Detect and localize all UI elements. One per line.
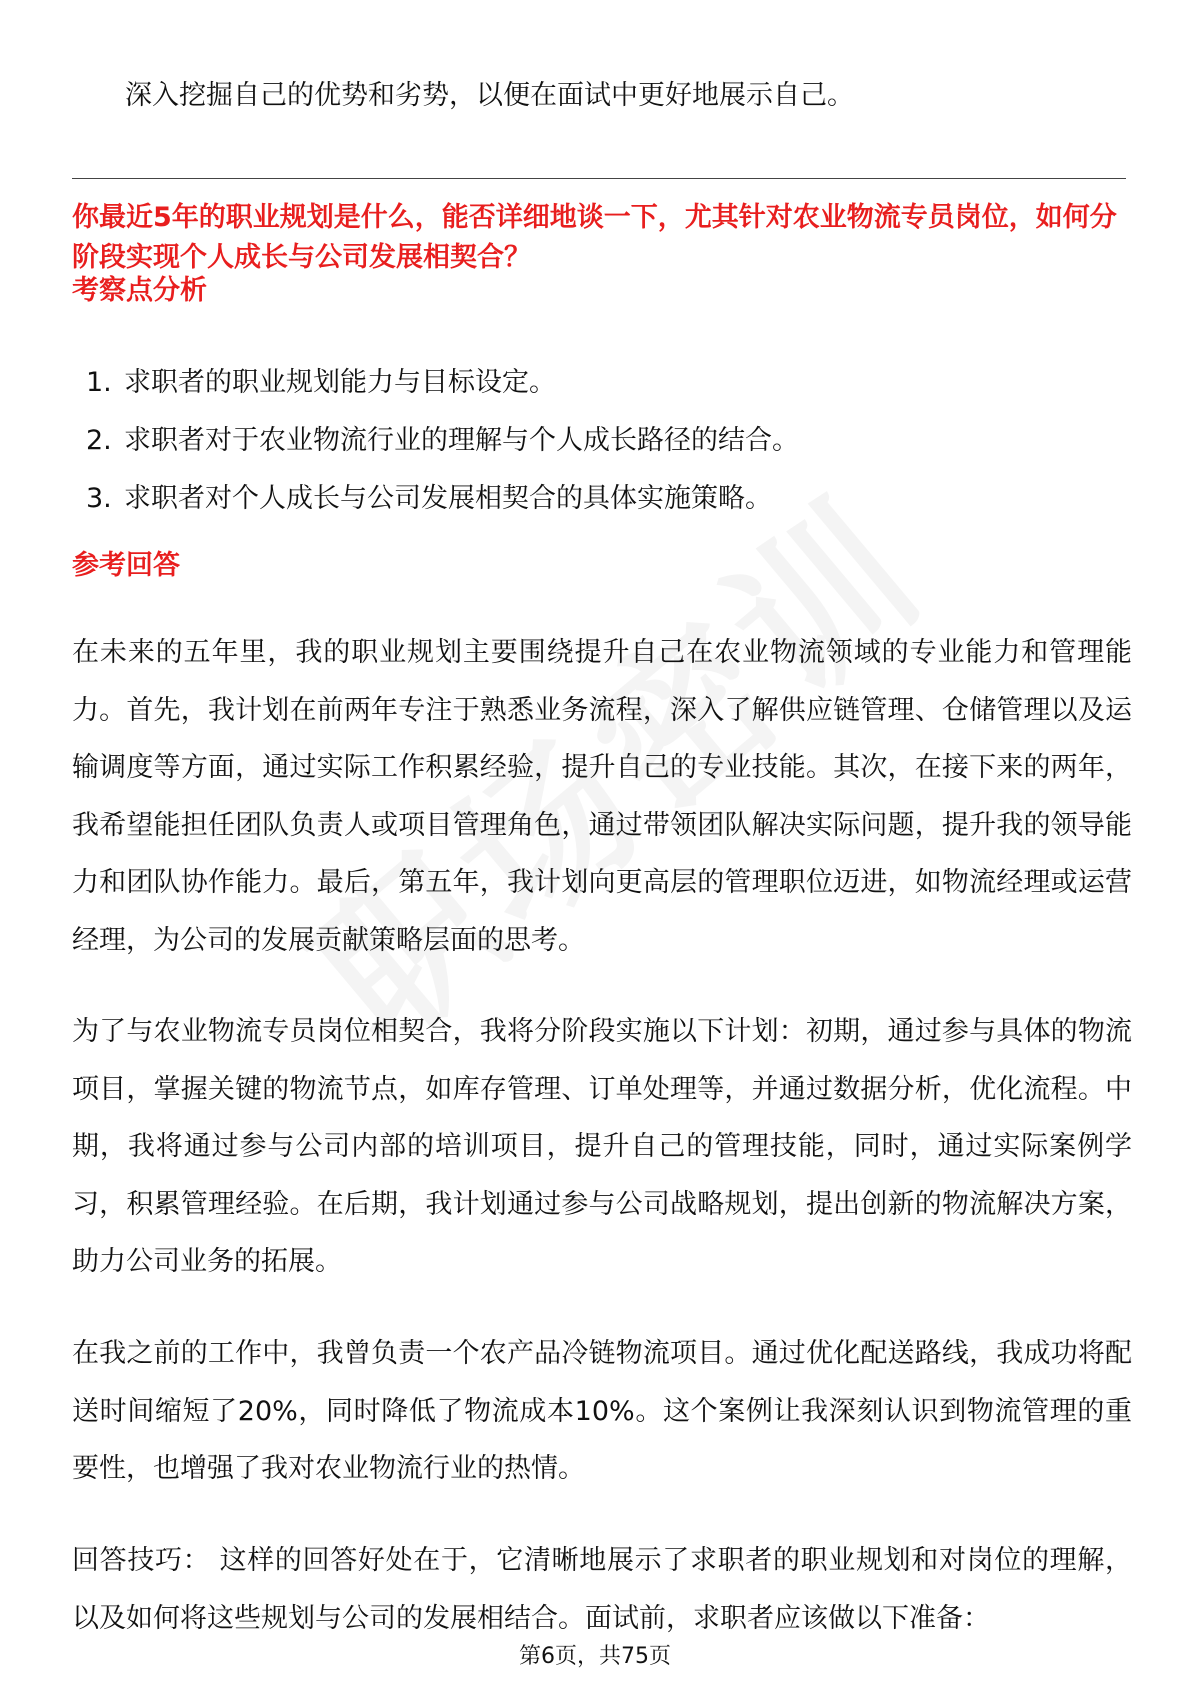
list-item-text: 求职者对于农业物流行业的理解与个人成长路径的结合。: [124, 425, 799, 456]
answer-title: 参考回答: [72, 550, 180, 581]
list-item-number: 3.: [86, 483, 112, 514]
answer-paragraph: 为了与农业物流专员岗位相契合，我将分阶段实施以下计划：初期，通过参与具体的物流项目，掌握关键的物流节点，如库存管理、订单处理等，并通过数据分析，优化流程。中期，我将通过参与公司内部的培训项目，提升自己的管理技能，同时，通过实际案例学习，积累管理经验。在后期，我计划通过参与公司战略规划，提出创新的物流解决方案，助力公司业务的拓展。: [72, 1016, 1132, 1277]
analysis-points-list: [72, 363, 799, 537]
list-item: [72, 421, 799, 479]
answer-paragraph: 在未来的五年里，我的职业规划主要围绕提升自己在农业物流领域的专业能力和管理能力。首先，我计划在前两年专注于熟悉业务流程，深入了解供应链管理、仓储管理以及运输调度等方面，通过实际工作积累经验，提升自己的专业技能。其次，在接下来的两年，我希望能担任团队负责人或项目管理角色，通过带领团队解决实际问题，提升我的领导能力和团队协作能力。最后，第五年，我计划向更高层的管理职位迈进，如物流经理或运营经理，为公司的发展贡献策略层面的思考。: [72, 637, 1132, 956]
analysis-title: 考察点分析: [72, 275, 207, 306]
answer-paragraph: 在我之前的工作中，我曾负责一个农产品冷链物流项目。通过优化配送路线，我成功将配送时间缩短了20%，同时降低了物流成本10%。这个案例让我深刻认识到物流管理的重要性，也增强了我对农业物流行业的热情。: [72, 1338, 1132, 1484]
intro-line: 深入挖掘自己的优势和劣势，以便在面试中更好地展示自己。: [125, 80, 854, 111]
page-footer: 第6页，共75页: [519, 1644, 671, 1669]
interview-question: 你最近5年的职业规划是什么，能否详细地谈一下，尤其针对农业物流专员岗位，如何分阶段实现个人成长与公司发展相契合？: [72, 202, 1117, 273]
list-item-number: 1.: [86, 367, 112, 398]
list-item: [72, 363, 799, 421]
list-item-text: 求职者对个人成长与公司发展相契合的具体实施策略。: [124, 483, 772, 514]
list-item-text: 求职者的职业规划能力与目标设定。: [124, 367, 556, 398]
list-item: [72, 479, 799, 537]
answer-tips-paragraph: 回答技巧： 这样的回答好处在于，它清晰地展示了求职者的职业规划和对岗位的理解，以及如何将这些规划与公司的发展相结合。面试前，求职者应该做以下准备：: [72, 1545, 1132, 1634]
list-item-number: 2.: [86, 425, 112, 456]
divider: [72, 178, 1126, 179]
